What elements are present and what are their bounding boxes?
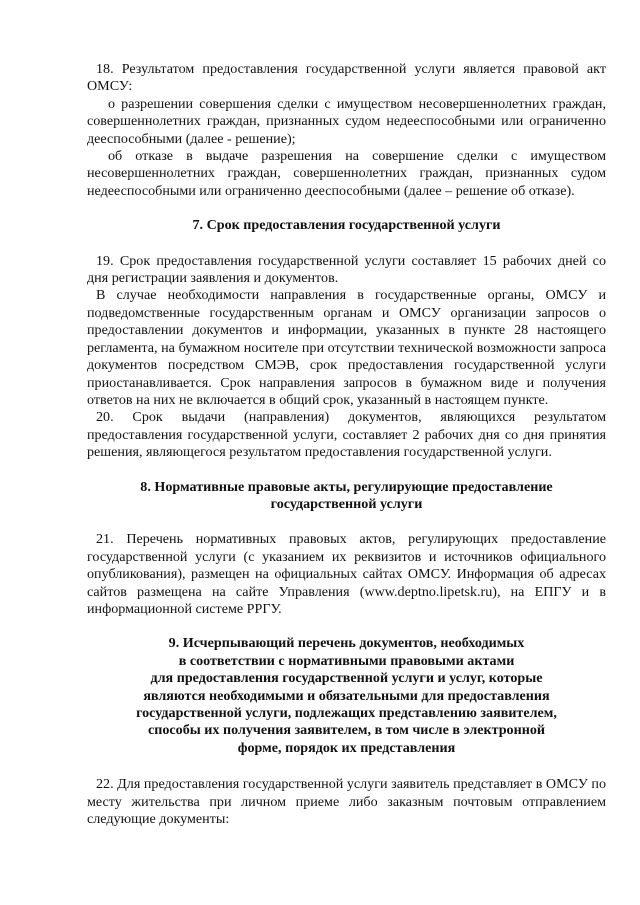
paragraph-22: 22. Для предоставления государственной услуги заявитель представляет в ОМСУ по месту жительства при личном приеме либо заказным почтовым отправлением следующие документы: <box>87 776 606 828</box>
section-9-heading-line2: в соответствии с нормативными правовыми актами <box>178 652 515 669</box>
paragraph-18: 18. Результатом предоставления государственной услуги является правовой акт ОМСУ: <box>87 61 606 95</box>
section-8-heading-line1: 8. Нормативные правовые акты, регулирующие предоставление <box>140 478 553 495</box>
section-8-heading <box>87 479 606 514</box>
section-9-heading <box>87 635 606 757</box>
paragraph-21: 21. Перечень нормативных правовых актов, регулирующих предоставление государственной услуги (с указанием их реквизитов и источников официального опубликования), размещен на официальных сайтах ОМСУ. Информация об адресах сайтов размещена на сайте Управления (www.deptno.lipetsk.ru), на ЕПГУ и в информационной системе РРГУ. <box>87 531 606 617</box>
section-9-heading-line5: государственной услуги, подлежащих представлению заявителем, <box>136 705 557 721</box>
section-9-heading-line6: способы их получения заявителем, в том числе в электронной <box>148 722 545 739</box>
section-9-heading-line7: форме, порядок их представления <box>237 739 456 756</box>
section-9-heading-line3: для предоставления государственной услуги и услуг, которые <box>150 670 543 687</box>
paragraph-20: 20. Срок выдачи (направления) документов, являющихся результатом предоставления государственной услуги, составляет 2 рабочих дня со дня принятия решения, являющегося результатом предоставления государственной услуги. <box>87 409 606 461</box>
paragraph-18-decision: о разрешении совершения сделки с имуществом несовершеннолетних граждан, совершеннолетних граждан, признанных судом недееспособными или ограниченно дееспособными (далее - решение); <box>87 95 606 147</box>
section-8-heading-line2: государственной услуги <box>270 495 423 512</box>
paragraph-18-refusal: об отказе в выдаче разрешения на совершение сделки с имуществом несовершеннолетних граждан, совершеннолетних граждан, признанных судом недееспособными или ограниченно дееспособными (далее – решение об отказе). <box>87 148 606 199</box>
section-7-heading: 7. Срок предоставления государственной услуги <box>192 217 501 234</box>
section-9-heading-line1: 9. Исчерпывающий перечень документов, необходимых <box>168 635 525 652</box>
paragraph-19: 19. Срок предоставления государственной услуги составляет 15 рабочих дней со дня регистрации заявления и документов. <box>87 252 606 287</box>
paragraph-19-suspension: В случае необходимости направления в государственные органы, ОМСУ и подведомственные государственным органам и ОМСУ организации запросов о предоставлении документов и информации, указанных в пункте 28 настоящего регламента, на бумажном носителе при отсутствии технической возможности запроса документов посредством СМЭВ, срок предоставления государственной услуги приостанавливается. Срок направления запросов в бумажном виде и получения ответов на них не включается в общий срок, указанный в настоящем пункте. <box>87 287 606 408</box>
section-9-heading-line4: являются необходимыми и обязательными для предоставления <box>143 687 550 704</box>
